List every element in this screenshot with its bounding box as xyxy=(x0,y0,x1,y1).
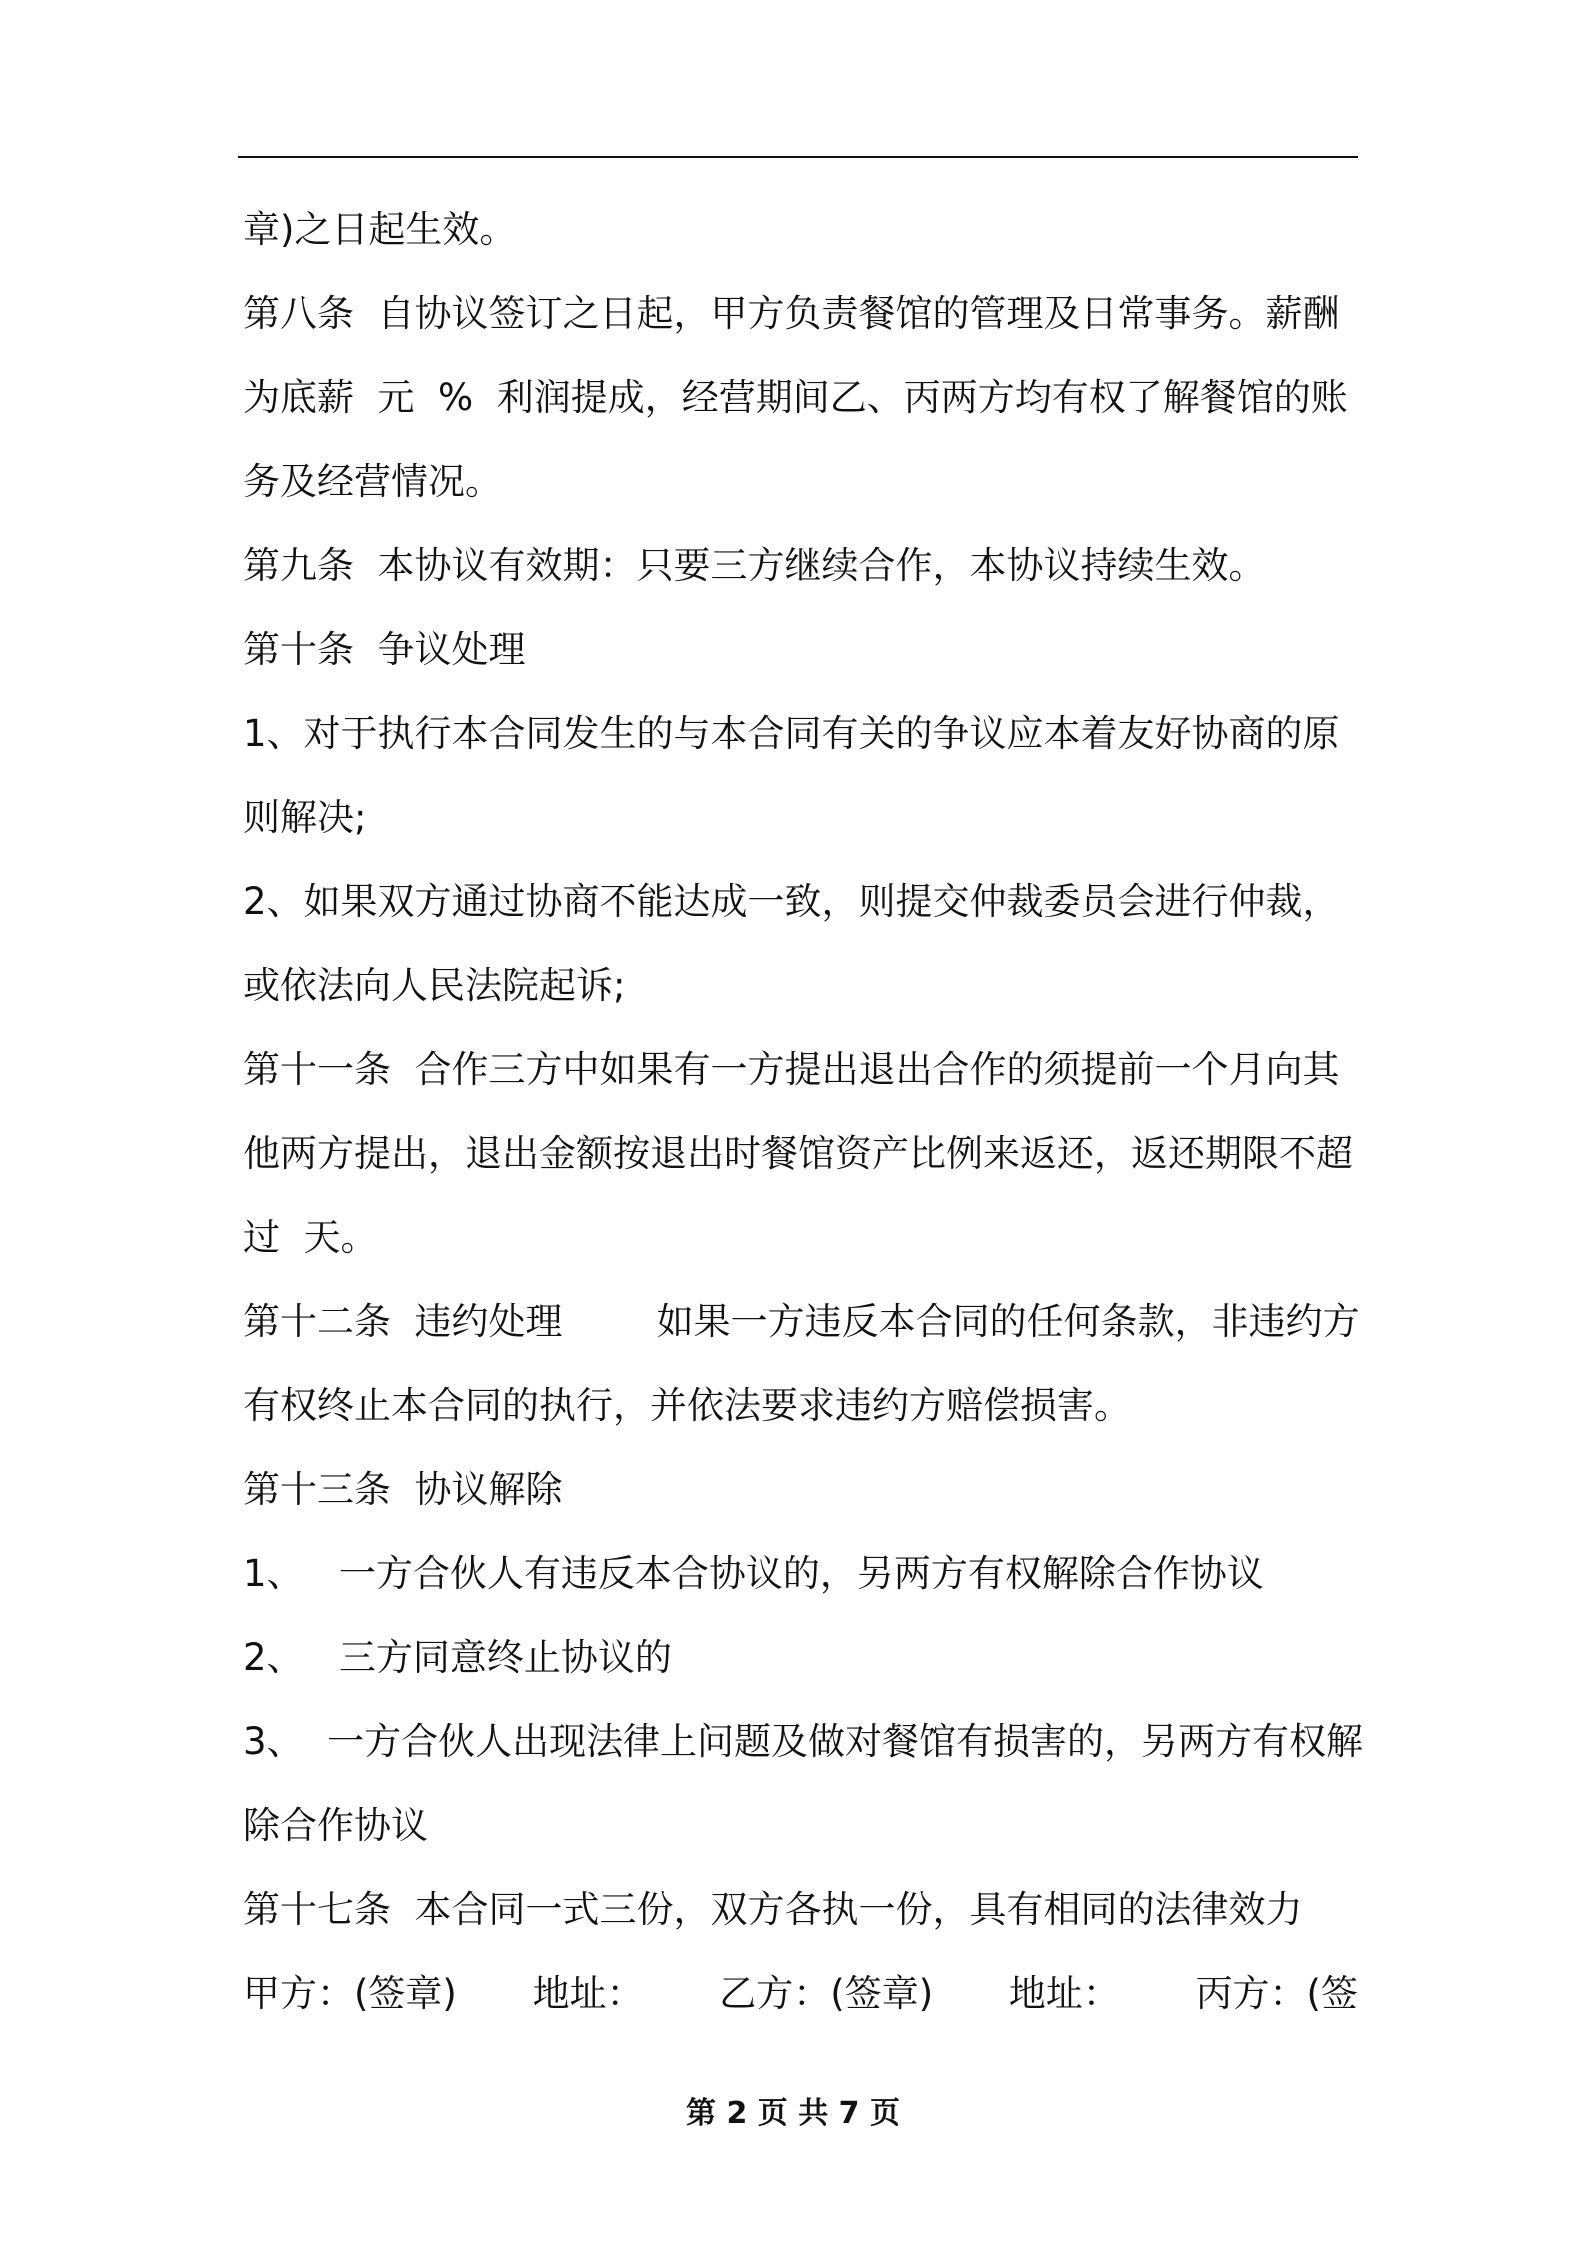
header-rule xyxy=(238,156,1358,158)
party-a-signature: 甲方：(签章) xyxy=(243,1972,457,2015)
text-line-13: 过 天。 xyxy=(243,1216,378,1259)
signature-line xyxy=(243,1962,1358,2046)
text-line-2: 第八条 自协议签订之日起，甲方负责餐馆的管理及日常事务。薪酬 xyxy=(243,292,1340,335)
text-line-19: 3、 一方合伙人出现法律上问题及做对餐馆有损害的，另两方有权解 xyxy=(243,1720,1364,1763)
party-b-signature: 乙方：(签章) xyxy=(719,1972,934,2015)
text-line-16: 第十三条 协议解除 xyxy=(243,1468,563,1511)
document-body xyxy=(243,198,1364,2046)
text-line-4: 务及经营情况。 xyxy=(243,460,502,503)
text-line-9: 2、如果双方通过协商不能达成一致，则提交仲裁委员会进行仲裁， xyxy=(243,880,1340,923)
text-line-8: 则解决; xyxy=(243,796,367,839)
page-number: 第 2 页 共 7 页 xyxy=(686,2096,900,2131)
text-line-18: 2、 三方同意终止协议的 xyxy=(243,1636,672,1679)
text-line-20: 除合作协议 xyxy=(243,1804,428,1847)
party-a-address: 地址： xyxy=(532,1972,644,2015)
text-line-5: 第九条 本协议有效期：只要三方继续合作，本协议持续生效。 xyxy=(243,544,1266,587)
text-line-1: 章)之日起生效。 xyxy=(243,208,517,251)
text-line-11: 第十一条 合作三方中如果有一方提出退出合作的须提前一个月向其 xyxy=(243,1048,1340,1091)
text-line-17: 1、 一方合伙人有违反本合协议的，另两方有权解除合作协议 xyxy=(243,1552,1264,1595)
text-line-7: 1、对于执行本合同发生的与本合同有关的争议应本着友好协商的原 xyxy=(243,712,1340,755)
party-c-signature: 丙方：(签 xyxy=(1195,1972,1358,2015)
text-line-21: 第十七条 本合同一式三份，双方各执一份，具有相同的法律效力 xyxy=(243,1888,1303,1931)
text-line-15: 有权终止本合同的执行，并依法要求违约方赔偿损害。 xyxy=(243,1384,1131,1427)
text-line-14: 第十二条 违约处理 如果一方违反本合同的任何条款，非违约方 xyxy=(243,1300,1360,1343)
text-line-3: 为底薪 元 % 利润提成，经营期间乙、丙两方均有权了解餐馆的账 xyxy=(243,376,1348,419)
party-b-address: 地址： xyxy=(1008,1972,1120,2015)
text-line-12: 他两方提出，退出金额按退出时餐馆资产比例来返还，返还期限不超 xyxy=(243,1132,1353,1175)
text-line-6: 第十条 争议处理 xyxy=(243,628,526,671)
text-line-10: 或依法向人民法院起诉; xyxy=(243,964,626,1007)
